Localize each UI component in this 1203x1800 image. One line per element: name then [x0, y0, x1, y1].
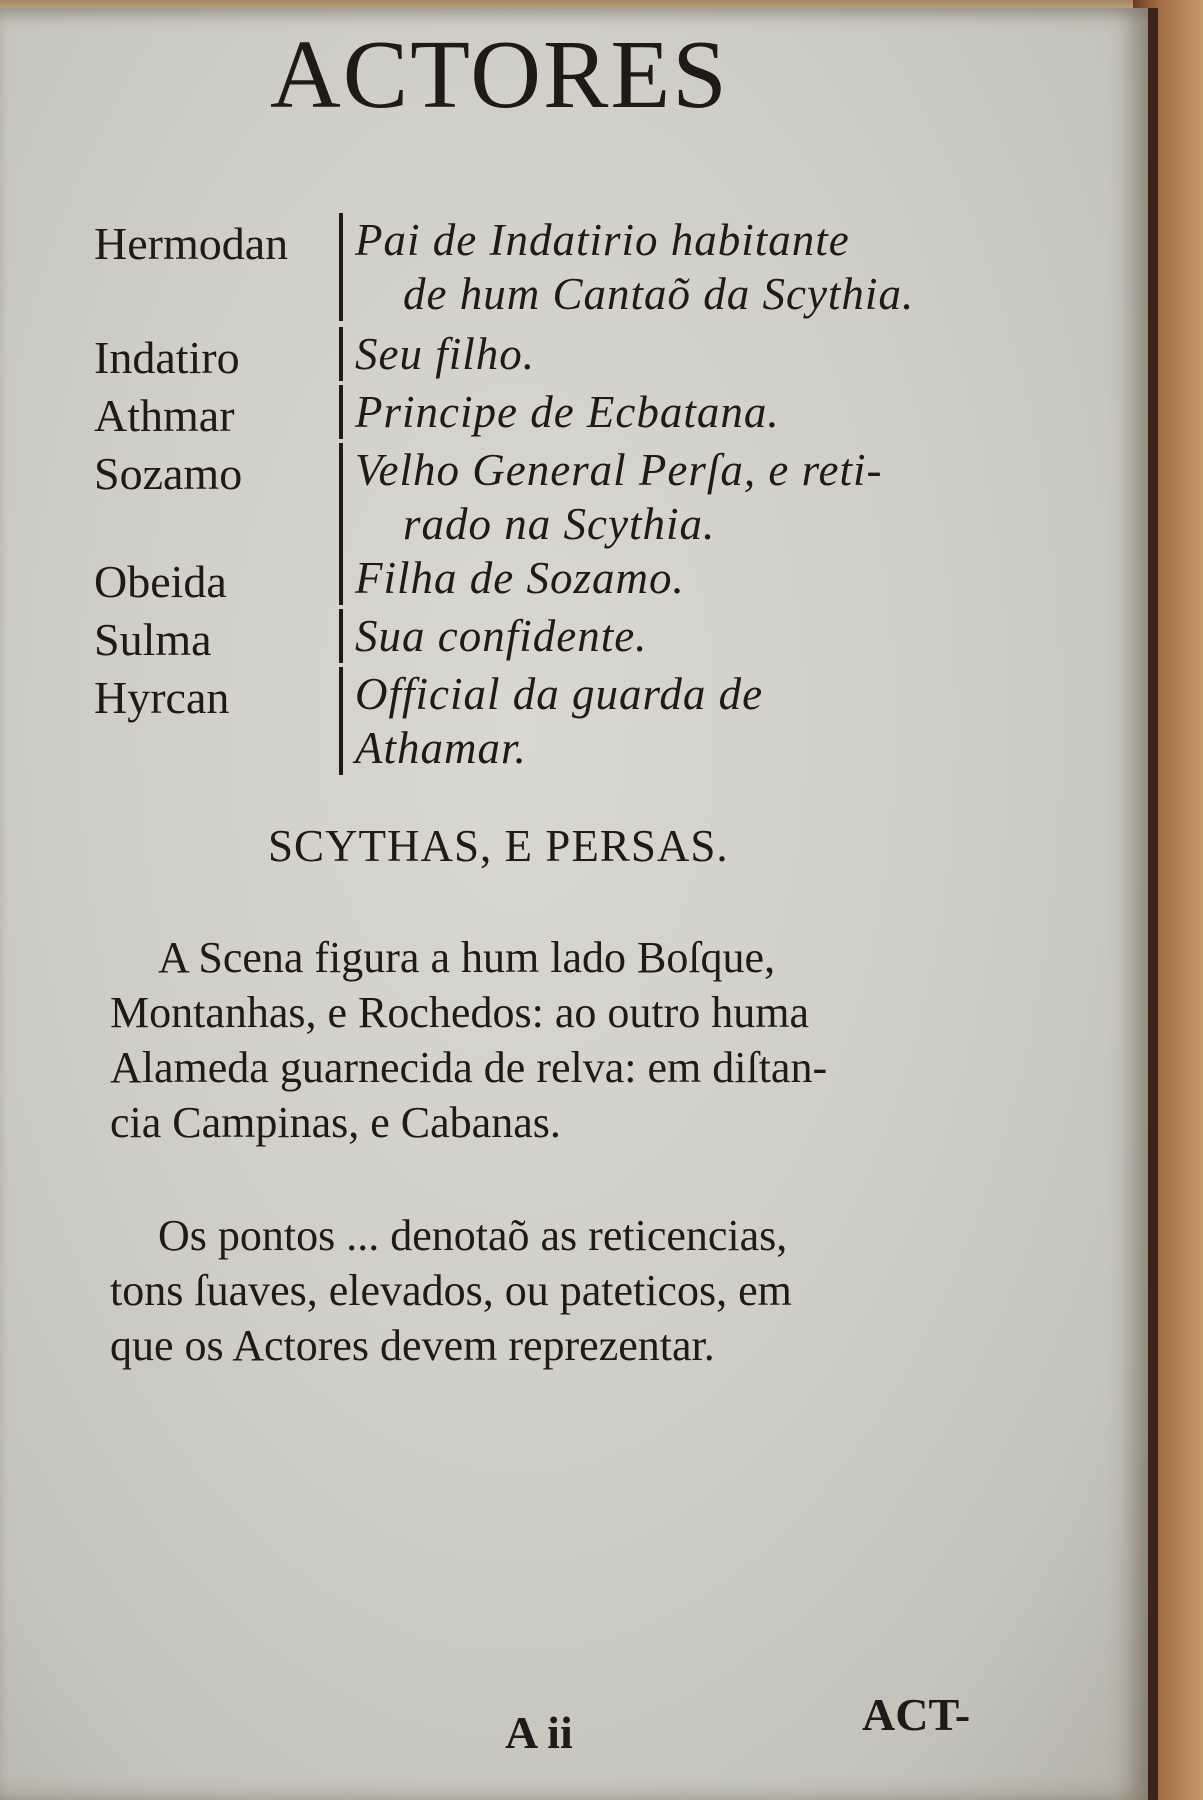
actor-name: Hermodan: [94, 218, 289, 269]
page-heading: ACTORES: [270, 21, 729, 129]
role-description: [339, 609, 1014, 663]
subheading: SCYTHAS, E PERSAS.: [268, 821, 729, 871]
note-paragraph: [110, 1208, 1010, 1373]
cast-entry: [94, 609, 1014, 667]
actor-name: Obeida: [94, 556, 227, 607]
role-line: Sua confidente.: [355, 611, 648, 661]
role-line: de hum Cantaõ da Scythia.: [403, 269, 915, 319]
role-description: [339, 551, 1014, 605]
paragraph-line: A Scena figura a hum lado Boſque,: [158, 933, 776, 982]
role-line: Velho General Perſa, e reti-: [355, 445, 883, 495]
cast-entry: [94, 385, 1014, 443]
paragraph-line: que os Actores devem reprezentar.: [110, 1321, 715, 1370]
paragraph-line: Os pontos ... denotaõ as reticencias,: [158, 1211, 788, 1260]
page-edge: [1148, 8, 1158, 1800]
role-line: Official da guarda de Athamar.: [355, 669, 764, 773]
role-line: Filha de Sozamo.: [355, 553, 685, 603]
role-line: Pai de Indatirio habitante: [355, 215, 850, 265]
role-description: [339, 385, 1014, 439]
cast-entry: [94, 667, 1014, 775]
actor-name: Hyrcan: [94, 672, 230, 723]
paragraph-line: Alameda guarnecida de relva: em diſtan-: [110, 1043, 828, 1092]
cast-entry: [94, 327, 1014, 385]
signature-mark: A ii: [505, 1707, 573, 1758]
role-description: [339, 327, 1014, 381]
catchword: ACT-: [862, 1689, 971, 1740]
paragraph-line: tons ſuaves, elevados, ou pateticos, em: [110, 1266, 792, 1315]
paragraph-line: cia Campinas, e Cabanas.: [110, 1098, 561, 1147]
book-page: [0, 8, 1150, 1800]
role-line: Seu filho.: [355, 329, 535, 379]
role-line: Principe de Ecbatana.: [355, 387, 780, 437]
paragraph-line: Montanhas, e Rochedos: ao outro huma: [110, 988, 809, 1037]
cast-entry: [94, 213, 1014, 321]
role-line: rado na Scythia.: [403, 499, 716, 549]
actor-name: Athmar: [94, 390, 235, 441]
actor-name: Indatiro: [94, 332, 240, 383]
cast-list: [94, 213, 1014, 775]
scene-paragraph: [110, 930, 1010, 1150]
actor-name: Sozamo: [94, 448, 243, 499]
role-description: [339, 213, 1014, 321]
role-description: [339, 667, 1014, 775]
cast-entry: [94, 551, 1014, 609]
role-description: [339, 443, 1014, 551]
actor-name: Sulma: [94, 614, 212, 665]
cast-entry: [94, 443, 1014, 551]
